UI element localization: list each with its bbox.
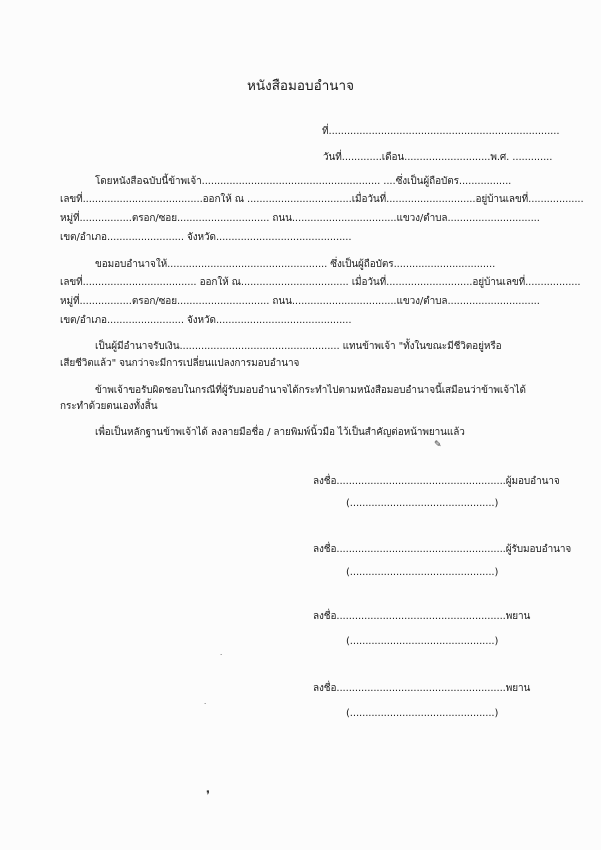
- document-title: หนังสือมอบอำนาจ: [246, 78, 355, 94]
- ink-mark: ✎: [434, 440, 442, 450]
- signature-witness-2-name: (...............................................): [346, 708, 499, 719]
- grantor-line-4: เขต/อำเภอ......................... จังหวัด............................................: [60, 232, 352, 243]
- signature-grantor-name: (...............................................): [346, 498, 499, 509]
- signature-grantee: ลงชื่อ.......................................................ผู้รับมอบอำนาจ: [313, 544, 572, 555]
- grantor-line-3: หมู่ที่.................ตรอก/ซอย.............................. ถนน..................................แขวง/ตำบล..............................: [60, 213, 540, 224]
- evidence-line: เพื่อเป็นหลักฐานข้าพเจ้าได้ ลงลายมือชื่อ / ลายพิมพ์นิ้วมือ ไว้เป็นสำคัญต่อหน้าพยานแล้ว: [95, 427, 465, 438]
- signature-witness-2: ลงชื่อ.......................................................พยาน: [313, 683, 531, 694]
- purpose-line-1: เป็นผู้มีอำนาจรับเงิน.................................................... แทนข้าพเจ้า "ทั้งในขณะมีชีวิตอยู่หรือ: [95, 341, 502, 352]
- place-line: ที่...........................................................................: [322, 126, 560, 137]
- responsibility-line-1: ข้าพเจ้าขอรับผิดชอบในกรณีที่ผู้รับมอบอำนาจได้กระทำไปตามหนังสือมอบอำนาจนี้เสมือนว่าข้าพเจ้าได้: [95, 385, 526, 396]
- signature-witness-1: ลงชื่อ.......................................................พยาน: [313, 611, 531, 622]
- scan-speck: ·: [220, 651, 223, 659]
- grantee-line-2: เลขที่..................................... ออกให้ ณ................................... เมื่อวันที่............................อยู่บ้านเลขที่..................: [60, 277, 581, 288]
- signature-grantee-name: (...............................................): [346, 567, 499, 578]
- scan-mark: ❜: [206, 788, 210, 802]
- grantor-line-1: โดยหนังสือฉบับนี้ข้าพเจ้า.......................................................... ....ซึ่งเป็นผู้ถือบัตร.................: [95, 176, 512, 187]
- scan-speck: ·: [204, 700, 207, 708]
- grantee-line-3: หมู่ที่.................ตรอก/ซอย.............................. ถนน..................................แขวง/ตำบล..............................: [60, 296, 540, 307]
- responsibility-line-2: กระทำด้วยตนเองทั้งสิ้น: [60, 401, 158, 412]
- grantee-line-1: ขอมอบอำนาจให้.................................................... ซึ่งเป็นผู้ถือบัตร.................................: [95, 259, 496, 270]
- signature-witness-1-name: (...............................................): [346, 636, 499, 647]
- grantor-line-2: เลขที่.......................................ออกให้ ณ ..................................เมื่อวันที่.............................อยู่บ้านเลขที่..................: [60, 194, 584, 205]
- purpose-line-2: เสียชีวิตแล้ว" จนกว่าจะมีการเปลี่ยนแปลงการมอบอำนาจ: [60, 358, 300, 369]
- grantee-line-4: เขต/อำเภอ......................... จังหวัด............................................: [60, 315, 352, 326]
- date-line: วันที่.............เดือน............................พ.ศ. .............: [323, 152, 553, 163]
- signature-grantor: ลงชื่อ.......................................................ผู้มอบอำนาจ: [313, 476, 560, 487]
